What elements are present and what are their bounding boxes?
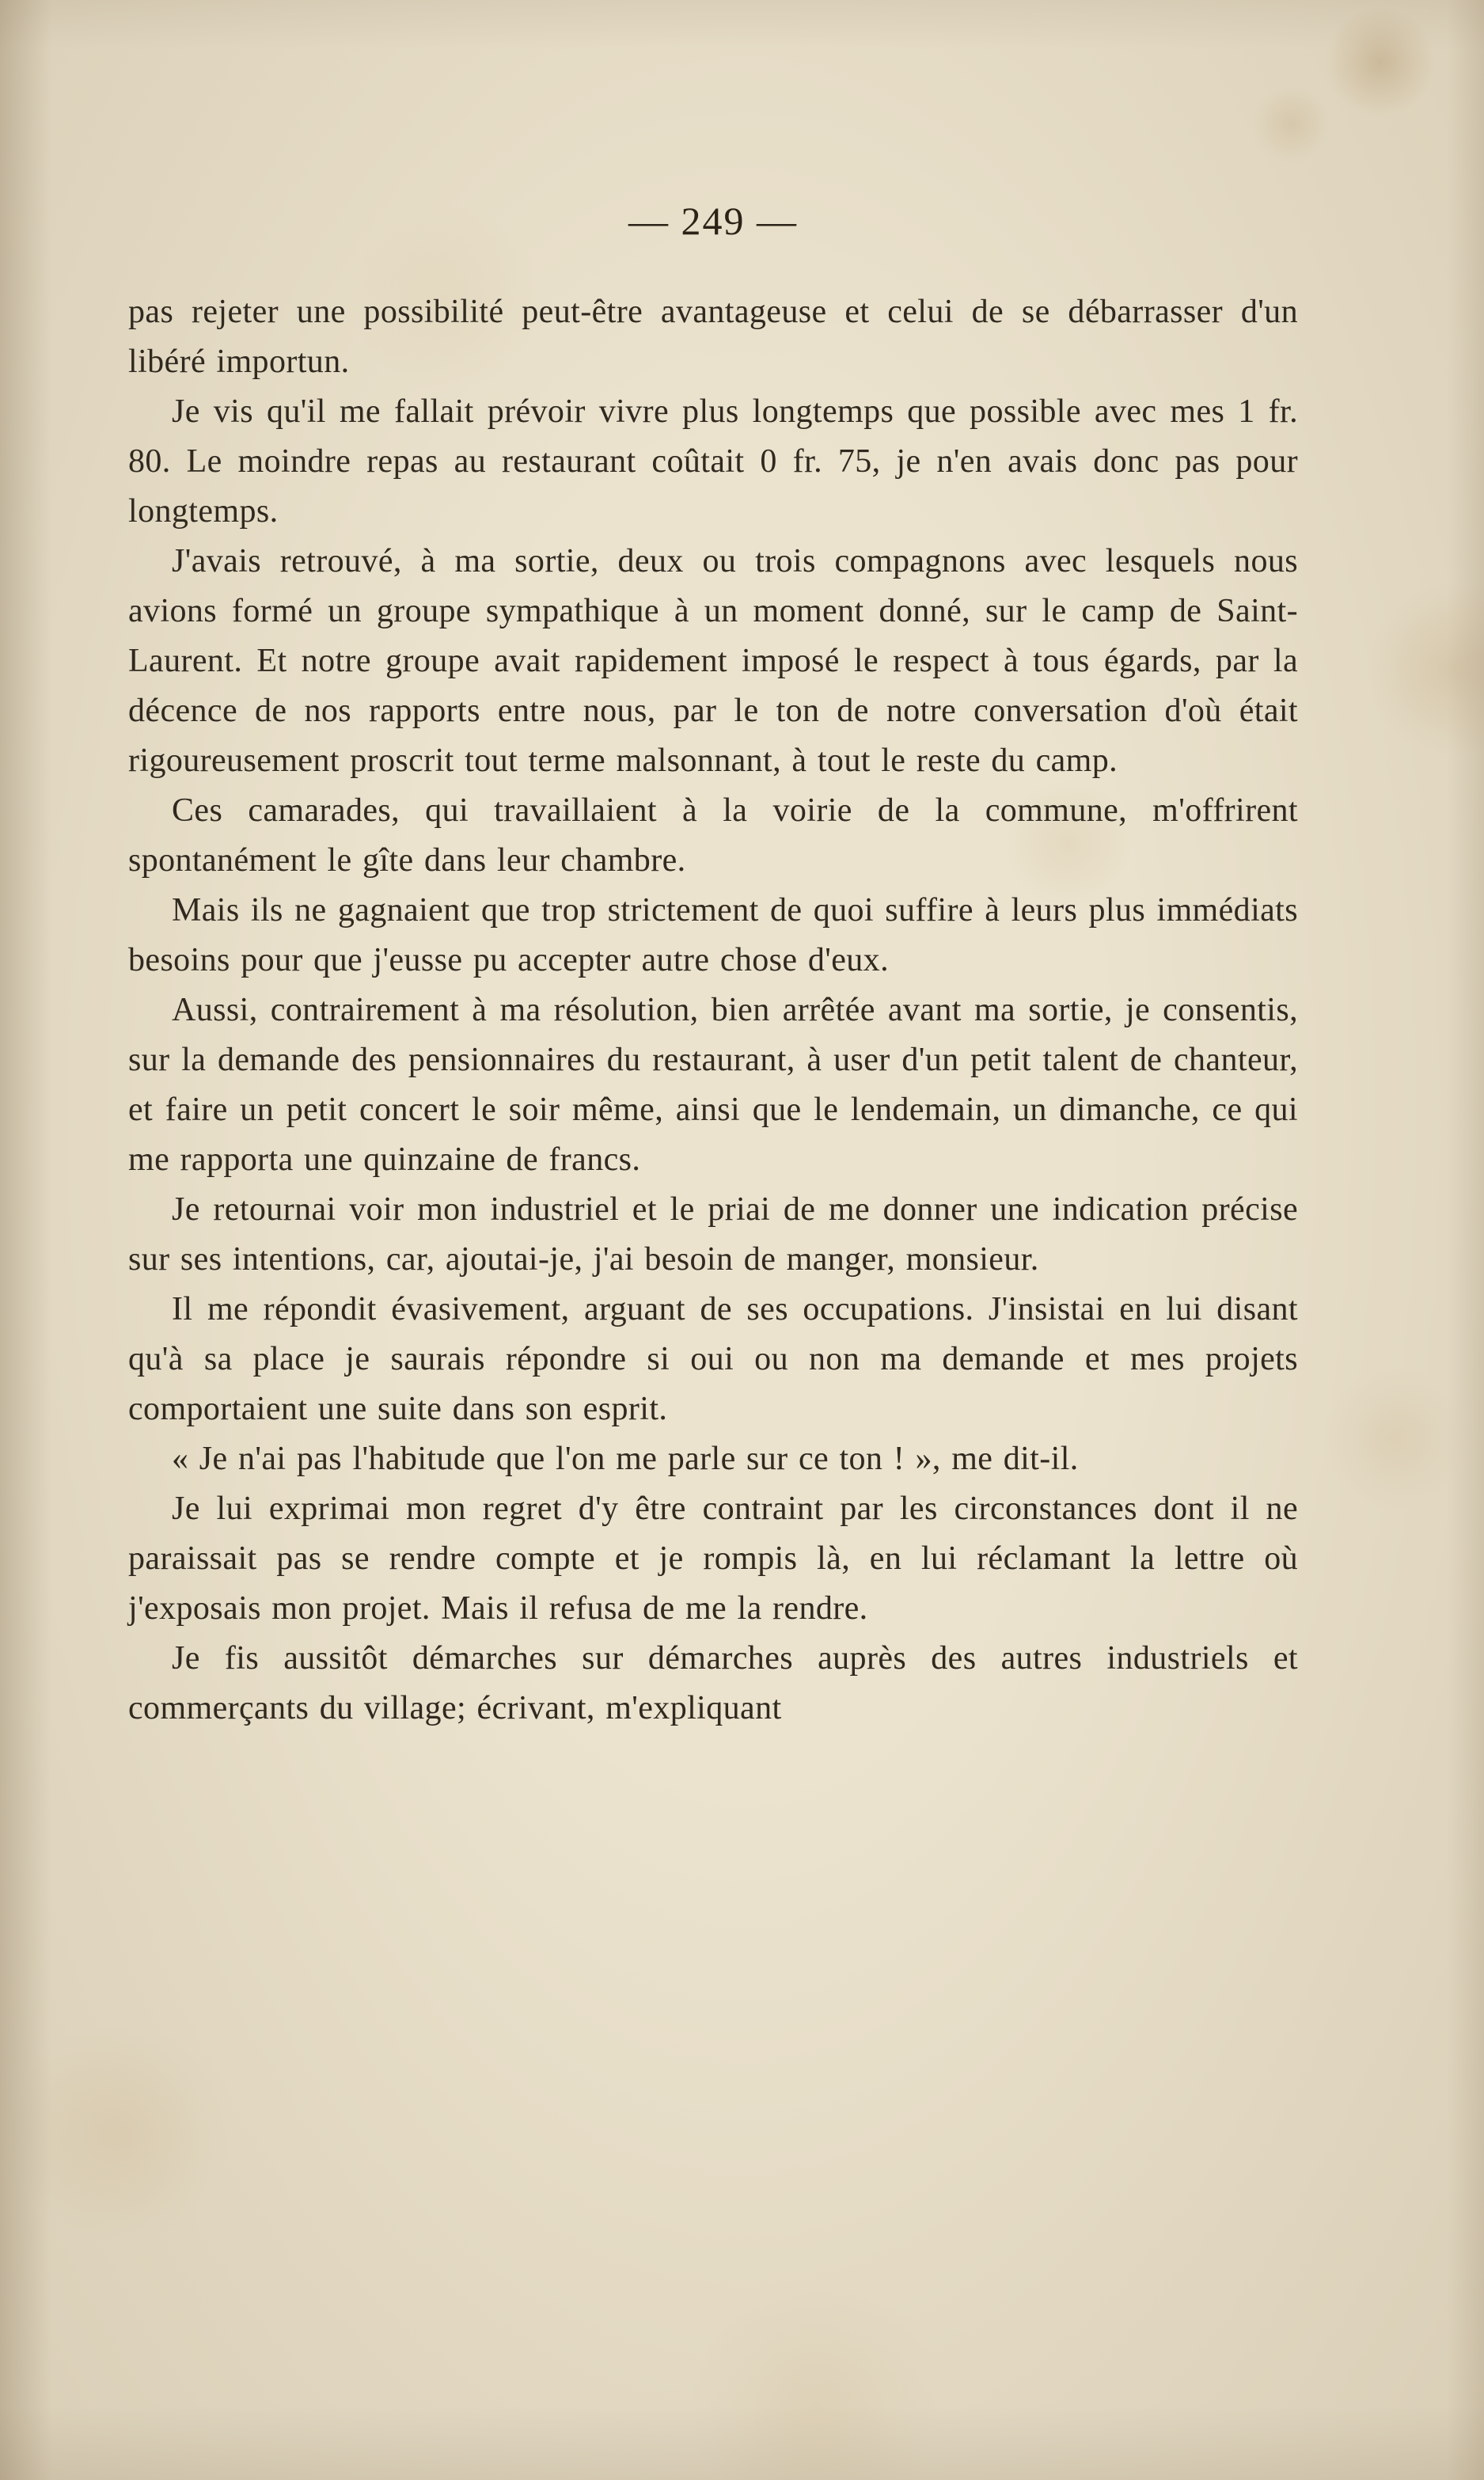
paragraph: pas rejeter une possibilité peut-être avantageuse et celui de se débarrasser d'un libéré importun. xyxy=(128,294,1298,380)
paragraph: Mais ils ne gagnaient que trop strictement de quoi suffire à leurs plus immédiats besoins pour que j'eusse pu accepter autre chose d'eux. xyxy=(128,892,1298,978)
paragraph: Ces camarades, qui travaillaient à la voirie de la commune, m'offrirent spontanément le gîte dans leur chambre. xyxy=(128,792,1298,879)
paragraph: Je vis qu'il me fallait prévoir vivre plus longtemps que possible avec mes 1 fr. 80. Le moindre repas au restaurant coûtait 0 fr. 75, je n'en avais donc pas pour longtemps. xyxy=(128,393,1298,530)
paragraph: J'avais retrouvé, à ma sortie, deux ou trois compagnons avec lesquels nous avions formé un groupe sympathique à un moment donné, sur le camp de Saint-Laurent. Et notre groupe avait rapidement imposé le respect à tous égards, par la décence de nos rapports entre nous, par le ton de notre conversation d'où était rigoureusement proscrit tout terme malsonnant, à tout le reste du camp. xyxy=(128,543,1298,779)
paragraph: Il me répondit évasivement, arguant de ses occupations. J'insistai en lui disant qu'à sa place je saurais répondre si oui ou non ma demande et mes projets comportaient une suite dans son esprit. xyxy=(128,1291,1298,1427)
paragraph: Je lui exprimai mon regret d'y être contraint par les circonstances dont il ne paraissait pas se rendre compte et je rompis là, en lui réclamant la lettre où j'exposais mon projet. Mais il refusa de me la rendre. xyxy=(128,1491,1298,1627)
page-number: — 249 — xyxy=(628,199,798,243)
paragraph: Je fis aussitôt démarches sur démarches auprès des autres industriels et commerçants du village; écrivant, m'expliquant xyxy=(128,1640,1298,1726)
paragraph: Je retournai voir mon industriel et le priai de me donner une indication précise sur ses intentions, car, ajoutai-je, j'ai besoin de manger, monsieur. xyxy=(128,1191,1298,1278)
page-text xyxy=(128,287,1298,1734)
paragraph: Aussi, contrairement à ma résolution, bien arrêtée avant ma sortie, je consentis, sur la demande des pensionnaires du restaurant, à user d'un petit talent de chanteur, et faire un petit concert le soir même, ainsi que le lendemain, un dimanche, ce qui me rapporta une quinzaine de francs. xyxy=(128,992,1298,1178)
paragraph: « Je n'ai pas l'habitude que l'on me parle sur ce ton ! », me dit-il. xyxy=(172,1441,1079,1477)
